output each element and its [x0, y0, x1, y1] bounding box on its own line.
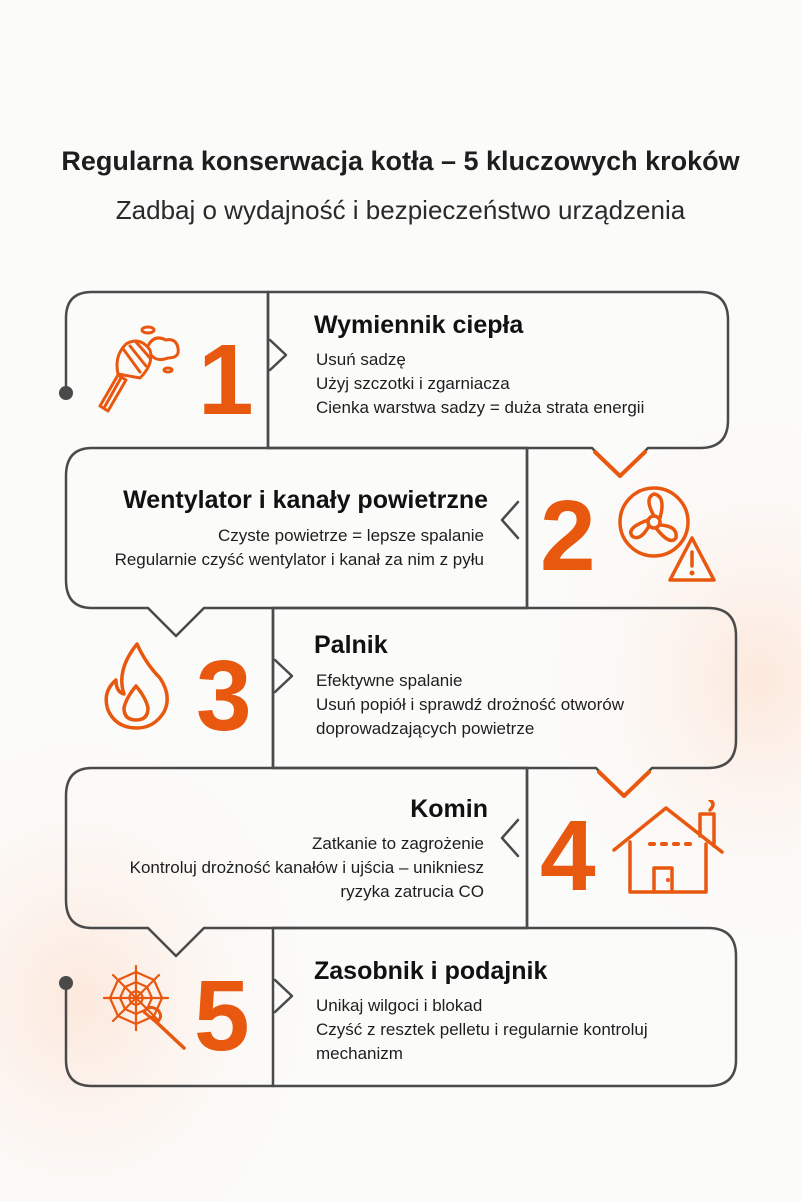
step-1-heading: Wymiennik ciepła [314, 311, 524, 339]
flame-icon [102, 640, 172, 730]
page-subtitle: Zadbaj o wydajność i bezpieczeństwo urządzenia [115, 195, 686, 225]
step-2-line-1: Czyste powietrze = lepsze spalanie [218, 526, 484, 545]
page-title: Regularna konserwacja kotła – 5 kluczowych kroków [61, 146, 740, 176]
chevron-left-icon [502, 502, 518, 538]
step-5-heading: Zasobnik i podajnik [314, 957, 548, 985]
chevron-left-icon [502, 820, 518, 856]
step-5-number: 5 [194, 960, 250, 1072]
step-3-number: 3 [196, 640, 252, 752]
step-2-number: 2 [540, 480, 596, 592]
house-chimney-icon [610, 800, 728, 898]
chevron-right-icon [275, 980, 292, 1012]
step-4-number: 4 [540, 800, 596, 912]
step-3-line-2: Usuń popiół i sprawdź drożność otworów [316, 695, 625, 714]
connector-dot-top [59, 386, 73, 400]
fan-warning-icon [614, 482, 724, 586]
cobweb-brush-icon [98, 960, 190, 1052]
tail-accent-3 [599, 772, 649, 796]
step-3-line-3: doprowadzających powietrze [316, 719, 535, 738]
step-5-line-2: Czyść z resztek pelletu i regularnie kontroluj [316, 1020, 648, 1039]
step-5-line-3: mechanizm [316, 1044, 403, 1063]
step-1-line-1: Usuń sadzę [316, 350, 406, 369]
step-4-line-1: Zatkanie to zagrożenie [312, 834, 484, 853]
connector-dot-bottom [59, 976, 73, 990]
tail-accent-1 [595, 452, 645, 476]
step-2-heading: Wentylator i kanały powietrzne [123, 486, 488, 514]
chevron-right-icon [270, 340, 286, 370]
step-1-line-3: Cienka warstwa sadzy = duża strata energii [316, 398, 645, 417]
step-1-line-2: Użyj szczotki i zgarniacza [316, 374, 510, 393]
step-4-heading: Komin [410, 795, 488, 823]
step-4-line-2: Kontroluj drożność kanałów i ujścia – unikniesz [129, 858, 484, 877]
step-3-heading: Palnik [314, 631, 388, 659]
step-4-line-3: ryzyka zatrucia CO [340, 882, 484, 901]
brush-icon [96, 320, 186, 415]
chevron-right-icon [275, 660, 292, 692]
step-5-line-1: Unikaj wilgoci i blokad [316, 996, 483, 1015]
step-3-line-1: Efektywne spalanie [316, 671, 463, 690]
step-1-number: 1 [198, 324, 254, 436]
step-2-line-2: Regularnie czyść wentylator i kanał za nim z pyłu [114, 550, 484, 569]
